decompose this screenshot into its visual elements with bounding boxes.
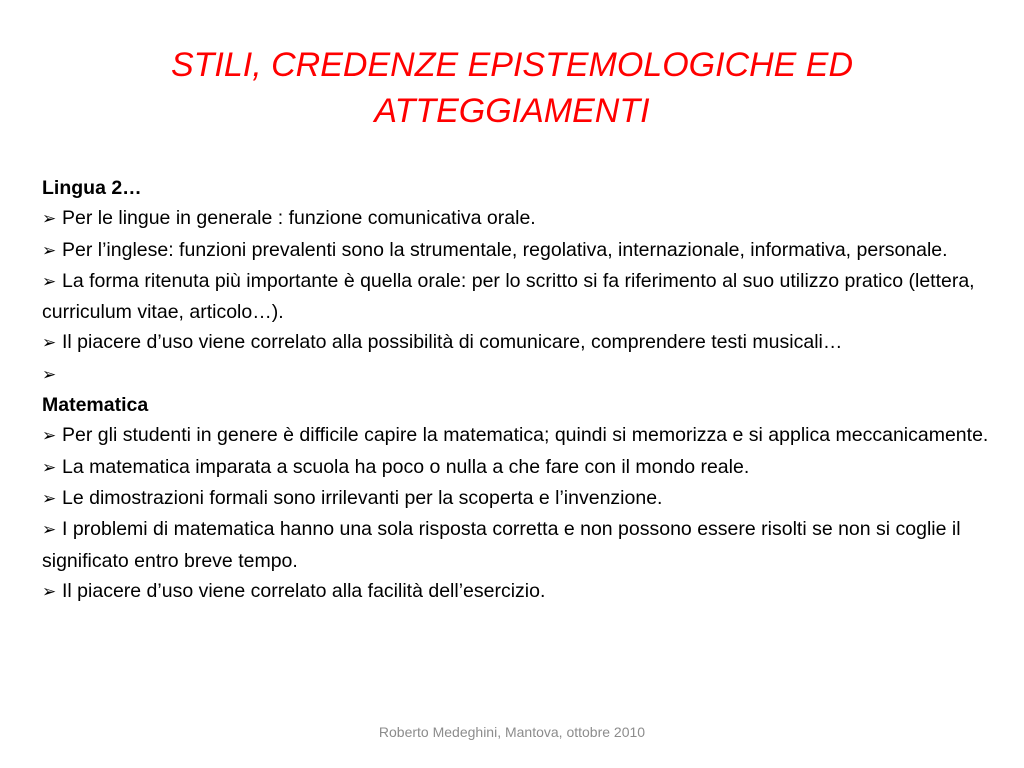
bullet-item bbox=[42, 576, 997, 607]
bullet-item bbox=[42, 452, 997, 483]
bullet-item bbox=[42, 514, 997, 576]
bullet-item bbox=[42, 420, 997, 451]
bullet-item bbox=[42, 483, 997, 514]
slide-title bbox=[60, 42, 964, 134]
bullet-item bbox=[42, 266, 997, 328]
bullet-item bbox=[42, 203, 997, 234]
bullet-text: Per l’inglese: funzioni prevalenti sono la strumentale, regolativa, internazionale, informativa, personale. bbox=[62, 238, 948, 261]
bullet-text: Il piacere d’uso viene correlato alla possibilità di comunicare, comprendere testi musicali… bbox=[62, 331, 843, 354]
bullet-arrow-icon: ➢ bbox=[42, 240, 57, 260]
bullet-arrow-icon: ➢ bbox=[42, 457, 57, 477]
bullet-arrow-icon: ➢ bbox=[42, 581, 57, 601]
bullet-item bbox=[42, 327, 997, 358]
bullet-arrow-icon: ➢ bbox=[42, 426, 57, 446]
section-heading-lingua: Lingua 2… bbox=[42, 177, 142, 199]
bullet-text: Le dimostrazioni formali sono irrilevanti per la scoperta e l’invenzione. bbox=[62, 486, 663, 509]
slide-footer: Roberto Medeghini, Mantova, ottobre 2010 bbox=[378, 724, 646, 740]
bullet-arrow-icon: ➢ bbox=[42, 333, 57, 353]
bullet-text: Per gli studenti in genere è difficile capire la matematica; quindi si memorizza e si applica meccanicamente. bbox=[62, 424, 989, 447]
slide-body bbox=[42, 173, 997, 607]
bullet-text: La forma ritenuta più importante è quella orale: per lo scritto si fa riferimento al suo utilizzo pratico (lettera, curriculum vitae, articolo…). bbox=[42, 269, 975, 324]
bullet-arrow-icon: ➢ bbox=[42, 520, 57, 540]
section-heading-matematica: Matematica bbox=[42, 394, 149, 417]
slide-title-line-2: ATTEGGIAMENTI bbox=[374, 92, 650, 130]
bullet-arrow-icon: ➢ bbox=[42, 364, 57, 384]
bullet-text: La matematica imparata a scuola ha poco o nulla a che fare con il mondo reale. bbox=[62, 455, 750, 478]
bullet-item-empty bbox=[42, 359, 997, 390]
bullet-arrow-icon: ➢ bbox=[42, 209, 57, 229]
bullet-text: Per le lingue in generale : funzione comunicativa orale. bbox=[62, 207, 536, 230]
slide-title-line-1: STILI, CREDENZE EPISTEMOLOGICHE ED bbox=[170, 46, 853, 84]
bullet-arrow-icon: ➢ bbox=[42, 488, 57, 508]
bullet-arrow-icon: ➢ bbox=[42, 271, 57, 291]
bullet-text: Il piacere d’uso viene correlato alla facilità dell’esercizio. bbox=[62, 579, 546, 602]
bullet-text: I problemi di matematica hanno una sola risposta corretta e non possono essere risolti se non si coglie il significato entro breve tempo. bbox=[42, 518, 961, 572]
bullet-item bbox=[42, 235, 997, 266]
